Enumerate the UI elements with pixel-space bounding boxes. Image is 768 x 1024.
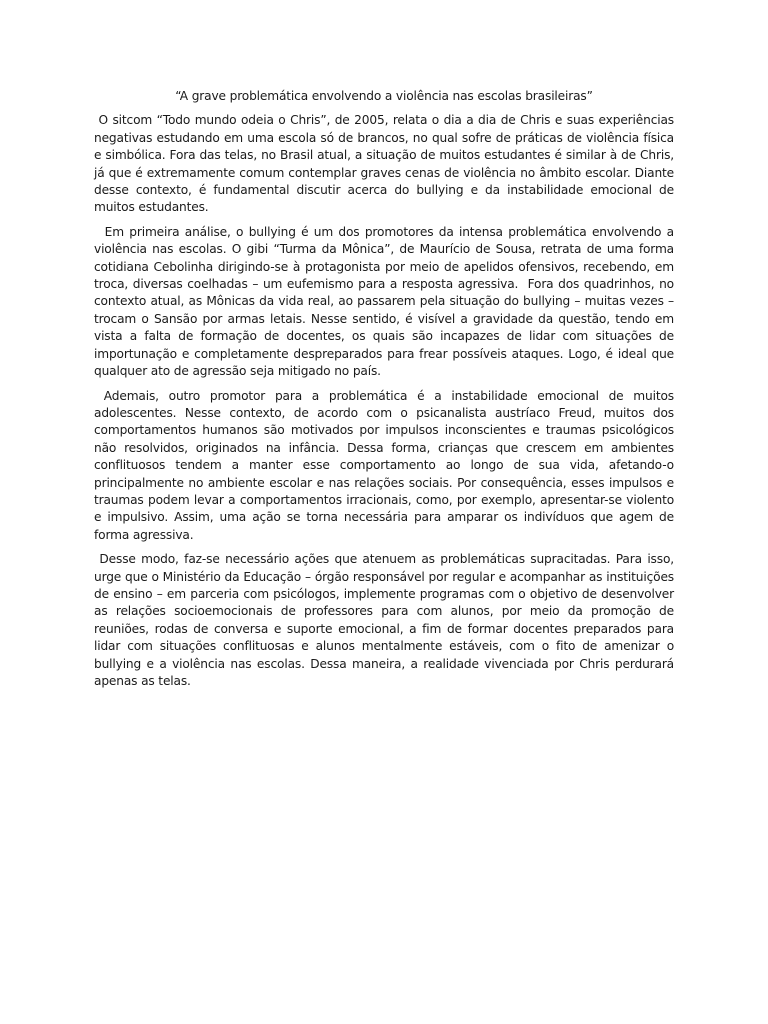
document-body [94,88,678,697]
paragraph-introduction: O sitcom “Todo mundo odeia o Chris”, de 2005, relata o dia a dia de Chris e suas experiências negativas estudando em uma escola só de brancos, no qual sofre de práticas de violência física e simbólica. Fora das telas, no Brasil atual, a situação de muitos estudantes é similar à de Chris, já que é extremamente comum contemplar graves cenas de violência no âmbito escolar. Diante desse contexto, é fundamental discutir acerca do bullying e da instabilidade emocional de muitos estudantes. [94,113,678,215]
paragraph-development-1: Em primeira análise, o bullying é um dos promotores da intensa problemática envolvendo a violência nas escolas. O gibi “Turma da Mônica”, de Maurício de Sousa, retrata de uma forma cotidiana Cebolinha dirigindo-se à protagonista por meio de apelidos ofensivos, recebendo, em troca, diversas coelhadas – um eufemismo para a resposta agressiva. Fora dos quadrinhos, no contexto atual, as Mônicas da vida real, ao passarem pela situação do bullying – muitas vezes – trocam o Sansão por armas letais. Nesse sentido, é visível a gravidade da questão, tendo em vista a falta de formação de docentes, os quais são incapazes de lidar com situações de importunação e completamente despreparados para frear possíveis ataques. Logo, é ideal que qualquer ato de agressão seja mitigado no país. [94,224,678,379]
paragraph-conclusion: Desse modo, faz-se necessário ações que atenuem as problemáticas supracitadas. Para isso, urge que o Ministério da Educação – órgão responsável por regular e acompanhar as instituições de ensino – em parceria com psicólogos, implemente programas com o objetivo de desenvolver as relações socioemocionais de professores para com alunos, por meio da promoção de reuniões, rodas de conversa e suporte emocional, a fim de formar docentes preparados para lidar com situações conflituosas e alunos mentalmente estáveis, com o fito de amenizar o bullying e a violência nas escolas. Dessa maneira, a realidade vivenciada por Chris perdurará apenas as telas. [94,552,678,688]
paragraph-development-2: Ademais, outro promotor para a problemática é a instabilidade emocional de muitos adolescentes. Nesse contexto, de acordo com o psicanalista austríaco Freud, muitos dos comportamentos humanos são motivados por impulsos inconscientes e traumas psicológicos não resolvidos, originados na infância. Dessa forma, crianças que crescem em ambientes conflituosos tendem a manter esse comportamento ao longo de sua vida, afetando-o principalmente no ambiente escolar e nas relações sociais. Por consequência, esses impulsos e traumas podem levar a comportamentos irracionais, como, por exemplo, apresentar-se violento e impulsivo. Assim, uma ação se torna necessária para amparar os indivíduos que agem de forma agressiva. [94,388,678,542]
document-title: “A grave problemática envolvendo a violência nas escolas brasileiras” [175,89,593,103]
